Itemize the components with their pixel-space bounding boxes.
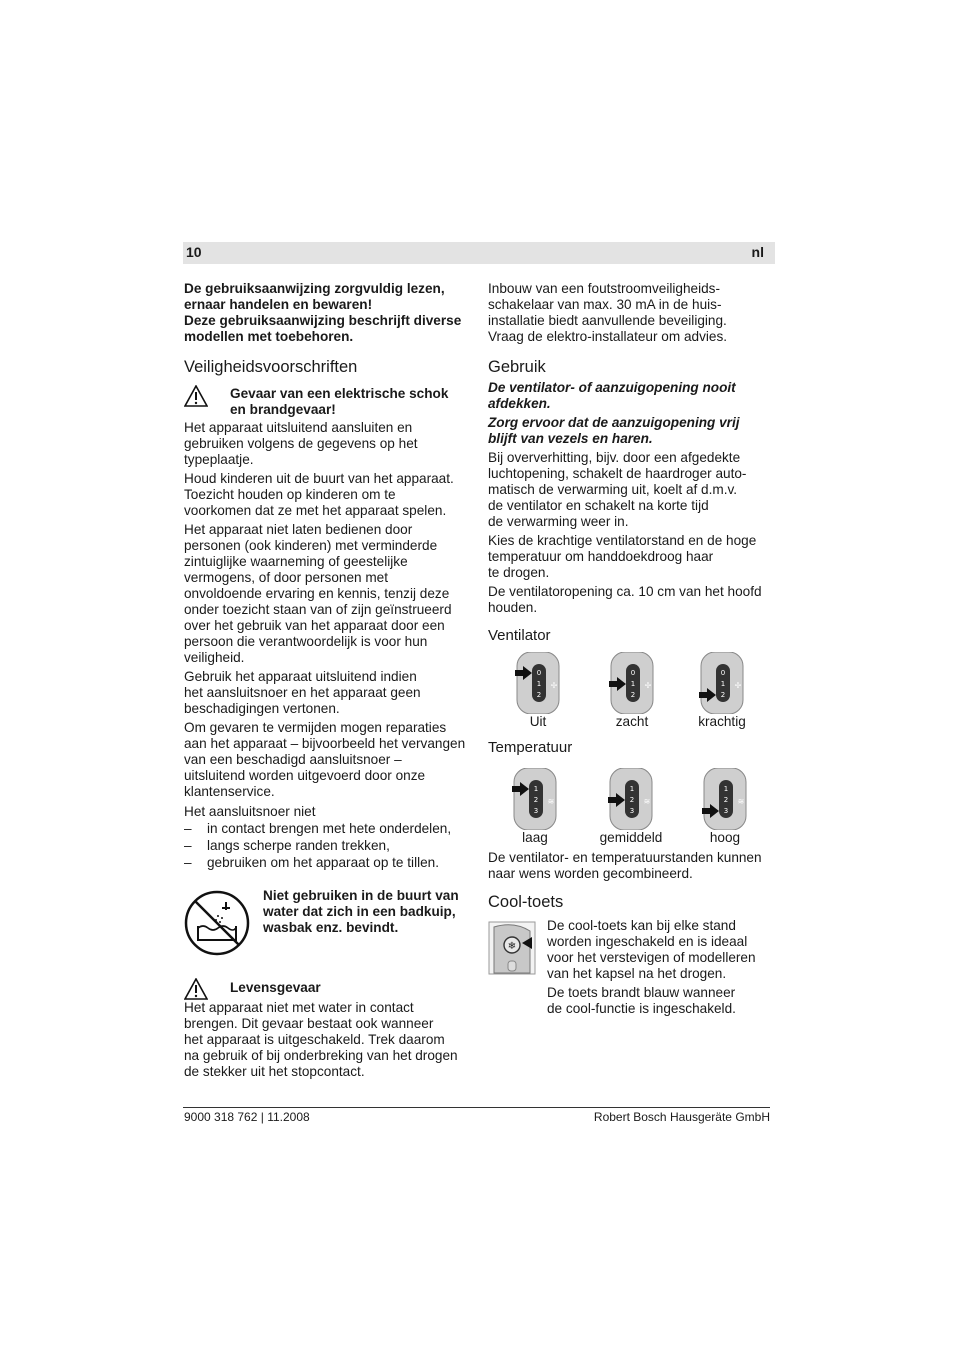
cord-intro: Het aansluitsnoer niet: [184, 804, 316, 819]
text-line: De ventilator- en temperatuurstanden kunnen: [488, 850, 762, 865]
text-line: luchtopening, schakelt de haardroger auto-: [488, 466, 747, 481]
text-line: Inbouw van een foutstroomveiligheids-: [488, 281, 720, 296]
svg-text:3: 3: [629, 807, 635, 815]
switch-caption: hoog: [709, 830, 741, 845]
text-line: uitsluitend worden uitgevoerd door onze: [184, 768, 426, 783]
safety-paragraph-1: [184, 420, 468, 468]
text-line: gebruiken volgens de gegevens op het: [184, 436, 418, 451]
text-line: Bij oververhitting, bijv. door een afgedekte: [488, 450, 741, 465]
text-line: voorkomen dat ze met het apparaat spelen.: [184, 503, 447, 518]
svg-text:≋: ≋: [643, 797, 651, 806]
text-line: de stekker uit het stopcontact.: [184, 1064, 365, 1079]
water-warning-line: water dat zich in een badkuip,: [263, 904, 456, 919]
shock-warning-line: en brandgevaar!: [230, 402, 336, 417]
text-line: Het apparaat niet laten bedienen door: [184, 522, 413, 537]
svg-text:0: 0: [720, 669, 726, 677]
svg-text:1: 1: [533, 785, 539, 793]
safety-paragraph-2: [184, 471, 468, 519]
text-line: De ventilator- of aanzuigopening nooit: [488, 380, 736, 395]
cord-item: – in contact brengen met hete onderdelen,: [184, 821, 468, 837]
text-line: Houd kinderen uit de buurt van het apparaat.: [184, 471, 454, 486]
text-line: onvoldoende ervaring en kennis, tenzij deze: [184, 586, 450, 601]
svg-text:≋: ≋: [547, 797, 555, 806]
text-line: de ventilator en schakelt na korte tijd: [488, 498, 709, 513]
text-line: installatie biedt aanvullende beveiliging.: [488, 313, 727, 328]
intro-line: Deze gebruiksaanwijzing beschrijft diverse: [184, 313, 462, 328]
text-line: klantenservice.: [184, 784, 275, 799]
usage-warning-2: [488, 415, 772, 447]
svg-text:1: 1: [629, 785, 635, 793]
text-line: van het kapsel na het drogen.: [547, 966, 727, 981]
text-line: brengen. Dit gevaar bestaat ook wanneer: [184, 1016, 434, 1031]
footer-right: Robert Bosch Hausgeräte GmbH: [593, 1110, 770, 1124]
water-warning-line: wasbak enz. bevindt.: [263, 920, 399, 935]
usage-heading: Gebruik: [488, 358, 546, 376]
switch-caption: zacht: [615, 714, 649, 729]
shock-warning: [184, 385, 468, 419]
text-line: voor het verstevigen of modelleren: [547, 950, 756, 965]
text-line: beschadigingen vertonen.: [184, 701, 340, 716]
life-danger-text: [184, 1000, 468, 1080]
cool-button-figure: [488, 921, 536, 975]
cord-item: – gebruiken om het apparaat op te tillen.: [184, 855, 468, 871]
svg-text:2: 2: [533, 796, 539, 804]
switch-figure: [700, 768, 750, 830]
text-line: het apparaat is uitgeschakeld. Trek daarom: [184, 1032, 445, 1047]
text-line: Het apparaat uitsluitend aansluiten en: [184, 420, 413, 435]
intro-text: [184, 281, 468, 345]
text-line: De ventilatoropening ca. 10 cm van het hoofd: [488, 584, 762, 599]
text-line: Vraag de elektro-installateur om advies.: [488, 329, 728, 344]
text-line: te drogen.: [488, 565, 550, 580]
left-column: [184, 281, 468, 872]
intro-line: De gebruiksaanwijzing zorgvuldig lezen,: [184, 281, 445, 296]
svg-text:✢: ✢: [644, 681, 652, 690]
text-line: over het gebruik van het apparaat door een: [184, 618, 445, 633]
fan-heading: Ventilator: [488, 627, 551, 644]
text-line: vermogens, of door personen met: [184, 570, 389, 585]
text-line: persoon die verantwoordelijk is voor hun: [184, 634, 428, 649]
right-column: [488, 281, 772, 619]
text-line: de cool-functie is ingeschakeld.: [547, 1001, 736, 1016]
cool-heading: Cool-toets: [488, 893, 564, 911]
svg-text:2: 2: [720, 691, 726, 699]
svg-text:✢: ✢: [550, 681, 558, 690]
svg-text:2: 2: [723, 796, 729, 804]
safety-heading: Veiligheidsvoorschriften: [184, 358, 358, 376]
switch-caption: laag: [522, 830, 548, 845]
usage-paragraph-2: [488, 533, 772, 581]
switch-figure: [513, 652, 563, 714]
rcd-text: [488, 281, 772, 345]
life-danger-title: Levensgevaar: [230, 980, 321, 995]
safety-paragraph-4: [184, 669, 468, 717]
footer-left: 9000 318 762 | 11.2008: [184, 1110, 310, 1124]
page-header: [183, 242, 775, 264]
text-line: Zorg ervoor dat de aanzuigopening vrij: [488, 415, 740, 430]
text-line: naar wens worden gecombineerd.: [488, 866, 693, 881]
text-line: typeplaatje.: [184, 452, 254, 467]
no-water-icon: [184, 890, 250, 956]
switch-figure: [697, 652, 747, 714]
svg-text:2: 2: [629, 796, 635, 804]
svg-text:0: 0: [630, 669, 636, 677]
intro-line: modellen met toebehoren.: [184, 329, 354, 344]
shock-warning-line: Gevaar van een elektrische schok: [230, 386, 449, 401]
svg-text:✢: ✢: [734, 681, 742, 690]
text-line: Om gevaren te vermijden mogen reparaties: [184, 720, 447, 735]
text-line: het aansluitsnoer en het apparaat geen: [184, 685, 421, 700]
usage-warning-1: [488, 380, 772, 412]
switch-caption: gemiddeld: [599, 830, 663, 845]
svg-text:3: 3: [533, 807, 539, 815]
safety-paragraph-3: [184, 522, 468, 666]
warning-triangle-icon: [184, 978, 208, 1000]
svg-text:0: 0: [536, 669, 542, 677]
usage-paragraph-1: [488, 450, 772, 530]
text-line: matisch de verwarming uit, koelt af d.m.v.: [488, 482, 738, 497]
cool-text: [547, 918, 775, 1020]
page-number: 10: [186, 244, 202, 260]
switch-caption: krachtig: [698, 714, 746, 729]
text-line: blijft van vezels en haren.: [488, 431, 653, 446]
switch-figure: [607, 652, 657, 714]
temperature-heading: Temperatuur: [488, 739, 573, 756]
text-line: na gebruik of bij onderbreking van het drogen: [184, 1048, 458, 1063]
switch-figure: [510, 768, 560, 830]
usage-paragraph-3: [488, 584, 772, 616]
text-line: temperatuur om handdoekdroog haar: [488, 549, 714, 564]
warning-triangle-icon: [184, 385, 208, 407]
text-line: Gebruik het apparaat uitsluitend indien: [184, 669, 417, 684]
safety-paragraph-5: [184, 720, 468, 800]
svg-text:1: 1: [630, 680, 636, 688]
water-warning: [263, 888, 473, 936]
text-line: aan het apparaat – bijvoorbeeld het vervangen: [184, 736, 466, 751]
text-line: afdekken.: [488, 396, 551, 411]
language-code: nl: [751, 244, 764, 260]
text-line: veiligheid.: [184, 650, 245, 665]
text-line: Toezicht houden op kinderen om te: [184, 487, 396, 502]
water-warning-line: Niet gebruiken in de buurt van: [263, 888, 459, 903]
text-line: Het apparaat niet met water in contact: [184, 1000, 414, 1015]
text-line: de verwarming weer in.: [488, 514, 629, 529]
svg-text:1: 1: [723, 785, 729, 793]
text-line: onder toezicht staan van of zijn geïnstrueerd: [184, 602, 452, 617]
text-line: houden.: [488, 600, 538, 615]
text-line: personen (ook kinderen) met verminderde: [184, 538, 438, 553]
svg-text:1: 1: [536, 680, 542, 688]
svg-text:❄: ❄: [507, 941, 517, 952]
text-line: Kies de krachtige ventilatorstand en de hoge: [488, 533, 757, 548]
text-line: van een beschadigd aansluitsnoer –: [184, 752, 402, 767]
text-line: De toets brandt blauw wanneer: [547, 985, 736, 1000]
text-line: worden ingeschakeld en is ideaal: [547, 934, 748, 949]
text-line: schakelaar van max. 30 mA in de huis-: [488, 297, 722, 312]
combine-text: [488, 850, 772, 882]
intro-line: ernaar handelen en bewaren!: [184, 297, 373, 312]
switch-figure: [606, 768, 656, 830]
cord-item: – langs scherpe randen trekken,: [184, 838, 468, 854]
svg-text:2: 2: [536, 691, 542, 699]
svg-text:2: 2: [630, 691, 636, 699]
text-line: zintuiglijke waarneming of geestelijke: [184, 554, 408, 569]
svg-text:1: 1: [720, 680, 726, 688]
footer-rule: [183, 1107, 770, 1108]
svg-text:≋: ≋: [737, 797, 745, 806]
switch-caption: Uit: [529, 714, 547, 729]
svg-text:3: 3: [723, 807, 729, 815]
text-line: De cool-toets kan bij elke stand: [547, 918, 736, 933]
